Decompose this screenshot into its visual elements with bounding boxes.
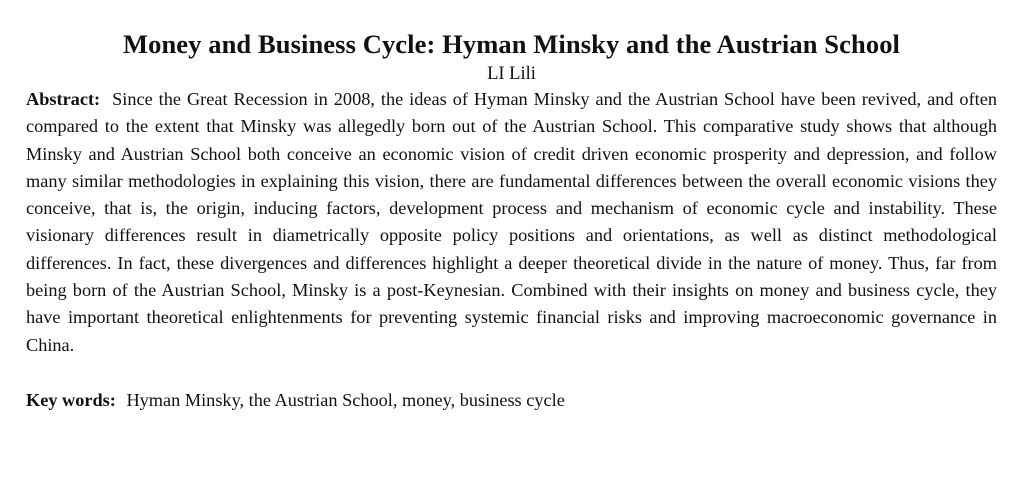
keywords-label: Key words: <box>26 389 116 410</box>
paper-title: Money and Business Cycle: Hyman Minsky and the Austrian School <box>122 29 901 59</box>
paper-page <box>26 0 997 414</box>
abstract-text: Since the Great Recession in 2008, the ideas of Hyman Minsky and the Austrian School have been revived, and often compared to the extent that Minsky was allegedly born out of the Austrian School. This comparative study shows that although Minsky and Austrian School both conceive an economic vision of credit driven economic prosperity and depression, and follow many similar methodologies in explaining this vision, there are fundamental differences between the overall economic visions they conceive, that is, the origin, inducing factors, development process and mechanism of economic cycle and instability. These visionary differences result in diametrically opposite policy positions and orientations, as well as distinct methodological differences. In fact, these divergences and differences highlight a deeper theoretical divide in the nature of money. Thus, far from being born of the Austrian School, Minsky is a post-Keynesian. Combined with their insights on money and business cycle, they have important theoretical enlightenments for preventing systemic financial risks and improving macroeconomic governance in China. <box>26 89 997 355</box>
author-name: LI Lili <box>487 64 536 84</box>
abstract-label: Abstract: <box>26 89 101 109</box>
keywords-line <box>26 387 997 414</box>
keywords-text: Hyman Minsky, the Austrian School, money, business cycle <box>126 389 565 410</box>
abstract-paragraph <box>26 86 997 359</box>
